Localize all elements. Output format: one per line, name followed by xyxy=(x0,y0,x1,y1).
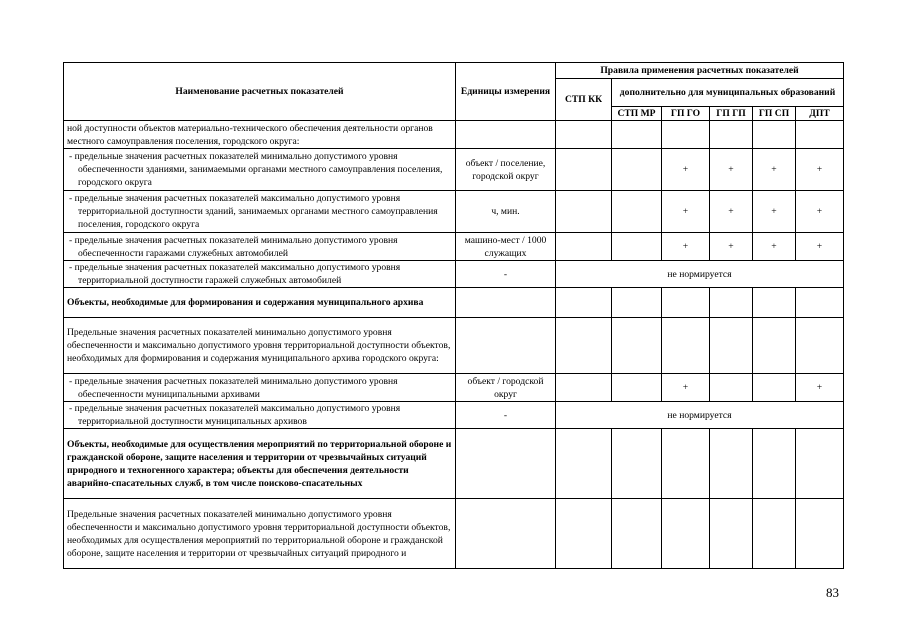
applicability-cell xyxy=(612,499,662,569)
applicability-cell: + xyxy=(753,149,796,191)
unit-cell xyxy=(456,121,556,149)
column-header-sub: ДПТ xyxy=(796,107,844,121)
unit-cell: машино-мест / 1000 служащих xyxy=(456,233,556,261)
column-header-unit: Единицы измерения xyxy=(456,63,556,121)
applicability-cell xyxy=(612,233,662,261)
unit-cell: - xyxy=(456,402,556,429)
indicators-table xyxy=(63,62,844,569)
applicability-cell: + xyxy=(662,191,710,233)
applicability-cell: + xyxy=(662,374,710,402)
column-header-sub: ГП ГП xyxy=(710,107,753,121)
indicator-name: ной доступности объектов материально-технического обеспечения деятельности органов местного самоуправления поселения, городского округа: xyxy=(64,121,456,149)
not-normalized-cell: не нормируется xyxy=(556,261,844,288)
applicability-cell xyxy=(662,499,710,569)
applicability-cell xyxy=(662,288,710,318)
column-header-sub: СТП МР xyxy=(612,107,662,121)
applicability-cell xyxy=(710,318,753,374)
applicability-cell xyxy=(662,429,710,499)
unit-cell xyxy=(456,288,556,318)
applicability-cell xyxy=(753,499,796,569)
applicability-cell: + xyxy=(662,233,710,261)
indicator-name xyxy=(64,233,456,261)
applicability-cell xyxy=(612,318,662,374)
table-row xyxy=(64,402,844,429)
column-header-rules: Правила применения расчетных показателей xyxy=(556,63,844,79)
not-normalized-cell: не нормируется xyxy=(556,402,844,429)
applicability-cell xyxy=(612,191,662,233)
table-row xyxy=(64,374,844,402)
indicator-name xyxy=(64,149,456,191)
indicator-name xyxy=(64,191,456,233)
applicability-cell xyxy=(612,149,662,191)
unit-cell xyxy=(456,318,556,374)
indicator-name-text: - предельные значения расчетных показателей максимально допустимого уровня территориальной доступности зданий, занимаемых органами местного самоуправления поселения, городского округа xyxy=(69,193,438,230)
applicability-cell: + xyxy=(710,191,753,233)
applicability-cell xyxy=(796,288,844,318)
indicator-name xyxy=(64,261,456,288)
applicability-cell xyxy=(556,374,612,402)
column-header-name: Наименование расчетных показателей xyxy=(64,63,456,121)
applicability-cell xyxy=(710,288,753,318)
applicability-cell xyxy=(796,121,844,149)
applicability-cell: + xyxy=(710,233,753,261)
indicator-name-text: - предельные значения расчетных показателей максимально допустимого уровня территориальной доступности гаражей служебных автомобилей xyxy=(69,262,401,286)
column-header-sub: ГП СП xyxy=(753,107,796,121)
applicability-cell xyxy=(753,288,796,318)
applicability-cell xyxy=(556,499,612,569)
applicability-cell xyxy=(662,318,710,374)
unit-cell: объект / городской округ xyxy=(456,374,556,402)
applicability-cell: + xyxy=(753,233,796,261)
applicability-cell: + xyxy=(796,233,844,261)
applicability-cell xyxy=(612,288,662,318)
applicability-cell xyxy=(556,191,612,233)
indicator-name: Предельные значения расчетных показателей минимально допустимого уровня обеспеченности и максимально допустимого уровня территориальной доступности объектов, необходимых для формирования и содержания муниципального архива городского округа: xyxy=(64,318,456,374)
applicability-cell: + xyxy=(796,191,844,233)
indicator-name-text: - предельные значения расчетных показателей минимально допустимого уровня обеспеченности муниципальными архивами xyxy=(69,375,398,400)
indicator-name xyxy=(64,402,456,429)
indicator-name: Объекты, необходимые для осуществления мероприятий по территориальной обороне и гражданской обороне, защите населения и территории от чрезвычайных ситуаций природного и техногенного характера; объекты для обеспечения деятельности аварийно-спасательных служб, в том числе поисково-спасательных xyxy=(64,429,456,499)
table-row xyxy=(64,191,844,233)
applicability-cell xyxy=(796,429,844,499)
column-header-additional: дополнительно для муниципальных образований xyxy=(612,79,844,107)
unit-cell: ч, мин. xyxy=(456,191,556,233)
unit-cell xyxy=(456,429,556,499)
applicability-cell: + xyxy=(796,374,844,402)
indicator-name: Предельные значения расчетных показателей минимально допустимого уровня обеспеченности и максимально допустимого уровня территориальной доступности объектов, необходимых для осуществления мероприятий по территориальной обороне и гражданской обороне, защите населения и территории от чрезвычайных ситуаций природного и xyxy=(64,499,456,569)
column-header-sub: ГП ГО xyxy=(662,107,710,121)
applicability-cell xyxy=(753,429,796,499)
applicability-cell: + xyxy=(753,191,796,233)
applicability-cell: + xyxy=(710,149,753,191)
table-row xyxy=(64,288,844,318)
applicability-cell xyxy=(556,149,612,191)
unit-cell: - xyxy=(456,261,556,288)
indicator-name-text: - предельные значения расчетных показателей минимально допустимого уровня обеспеченности гаражами служебных автомобилей xyxy=(69,234,398,259)
column-header-stp-kk: СТП КК xyxy=(556,79,612,121)
indicator-name: Объекты, необходимые для формирования и содержания муниципального архива xyxy=(64,288,456,318)
applicability-cell xyxy=(556,318,612,374)
applicability-cell xyxy=(710,374,753,402)
applicability-cell xyxy=(796,499,844,569)
applicability-cell xyxy=(710,499,753,569)
applicability-cell: + xyxy=(662,149,710,191)
applicability-cell xyxy=(710,429,753,499)
applicability-cell xyxy=(612,374,662,402)
applicability-cell xyxy=(556,233,612,261)
unit-cell: объект / поселение, городской округ xyxy=(456,149,556,191)
applicability-cell xyxy=(710,121,753,149)
table-row xyxy=(64,233,844,261)
applicability-cell xyxy=(556,121,612,149)
applicability-cell xyxy=(753,121,796,149)
table-row xyxy=(64,318,844,374)
table-row xyxy=(64,429,844,499)
unit-cell xyxy=(456,499,556,569)
applicability-cell xyxy=(753,374,796,402)
applicability-cell xyxy=(796,318,844,374)
applicability-cell: + xyxy=(796,149,844,191)
applicability-cell xyxy=(612,429,662,499)
indicator-name-text: - предельные значения расчетных показателей минимально допустимого уровня обеспеченности зданиями, занимаемыми органами местного самоуправления поселения, городского округа xyxy=(69,151,443,188)
page-number: 83 xyxy=(826,585,839,600)
table-row xyxy=(64,499,844,569)
indicator-name xyxy=(64,374,456,402)
applicability-cell xyxy=(556,429,612,499)
applicability-cell xyxy=(612,121,662,149)
applicability-cell xyxy=(753,318,796,374)
applicability-cell xyxy=(556,288,612,318)
table-row xyxy=(64,261,844,288)
table-row xyxy=(64,121,844,149)
indicator-name-text: - предельные значения расчетных показателей максимально допустимого уровня территориальной доступности муниципальных архивов xyxy=(69,403,401,427)
table-row xyxy=(64,149,844,191)
applicability-cell xyxy=(662,121,710,149)
